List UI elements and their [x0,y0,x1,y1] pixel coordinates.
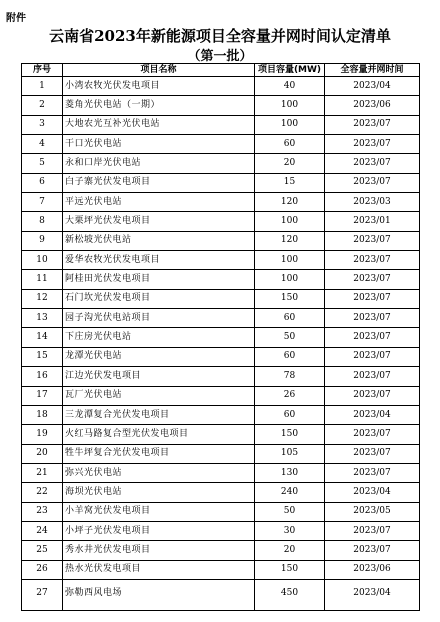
project-capacity: 100 [255,115,325,134]
project-name: 三龙潭复合光伏发电项目 [63,405,255,424]
project-name: 爱华农牧光伏发电项目 [63,251,255,270]
project-name: 江边光伏发电项目 [63,367,255,386]
project-name: 龙潭光伏电站 [63,347,255,366]
column-header-name: 项目名称 [63,64,255,77]
project-capacity: 26 [255,386,325,405]
table-row [22,367,420,386]
row-number: 4 [22,135,63,154]
project-name: 热水光伏发电项目 [63,560,255,579]
grid-connection-date: 2023/07 [325,367,420,386]
project-name: 大地农光互补光伏电站 [63,115,255,134]
project-capacity: 20 [255,154,325,173]
row-number: 19 [22,425,63,444]
grid-connection-date: 2023/04 [325,405,420,424]
row-number: 11 [22,270,63,289]
table-row [22,77,420,96]
table-row [22,463,420,482]
grid-connection-date: 2023/07 [325,309,420,328]
row-number: 2 [22,96,63,115]
row-number: 17 [22,386,63,405]
row-number: 13 [22,309,63,328]
project-capacity: 120 [255,231,325,250]
project-name: 牲牛坪复合光伏发电项目 [63,444,255,463]
row-number: 15 [22,347,63,366]
project-name: 阿桂田光伏发电项目 [63,270,255,289]
grid-connection-date: 2023/07 [325,289,420,308]
project-name: 瓦厂光伏电站 [63,386,255,405]
row-number: 18 [22,405,63,424]
table-row [22,309,420,328]
row-number: 9 [22,231,63,250]
project-capacity: 30 [255,521,325,540]
table-row [22,96,420,115]
row-number: 22 [22,483,63,502]
table-row [22,289,420,308]
project-capacity: 15 [255,173,325,192]
project-name: 大栗坪光伏发电项目 [63,212,255,231]
table-row [22,270,420,289]
row-number: 20 [22,444,63,463]
table-row [22,115,420,134]
project-name: 下庄房光伏电站 [63,328,255,347]
project-name: 海坝光伏电站 [63,483,255,502]
project-name: 园子沟光伏电站项目 [63,309,255,328]
project-name: 小坪子光伏发电项目 [63,521,255,540]
table-row [22,560,420,579]
project-name: 石门坎光伏发电项目 [63,289,255,308]
row-number: 23 [22,502,63,521]
project-capacity: 20 [255,541,325,560]
table-row [22,135,420,154]
grid-connection-date: 2023/07 [325,328,420,347]
row-number: 27 [22,579,63,610]
project-name: 小羊窝光伏发电项目 [63,502,255,521]
table-row [22,521,420,540]
project-capacity: 60 [255,309,325,328]
grid-connection-date: 2023/07 [325,173,420,192]
row-number: 12 [22,289,63,308]
row-number: 3 [22,115,63,134]
row-number: 8 [22,212,63,231]
table-header-row [22,64,420,77]
grid-connection-date: 2023/07 [325,154,420,173]
table-row [22,444,420,463]
grid-connection-date: 2023/06 [325,96,420,115]
document-subtitle: （第一批） [187,49,253,64]
project-table [21,63,420,611]
grid-connection-date: 2023/01 [325,212,420,231]
project-capacity: 130 [255,463,325,482]
grid-connection-date: 2023/04 [325,483,420,502]
table-row [22,173,420,192]
project-capacity: 150 [255,289,325,308]
row-number: 24 [22,521,63,540]
project-name: 菱角光伏电站（一期） [63,96,255,115]
project-name: 小湾农牧光伏发电项目 [63,77,255,96]
project-capacity: 120 [255,193,325,212]
grid-connection-date: 2023/07 [325,270,420,289]
table-body [22,77,420,611]
project-capacity: 100 [255,96,325,115]
table-row [22,541,420,560]
row-number: 14 [22,328,63,347]
row-number: 5 [22,154,63,173]
project-name: 干口光伏电站 [63,135,255,154]
table-row [22,502,420,521]
project-capacity: 150 [255,560,325,579]
grid-connection-date: 2023/04 [325,579,420,610]
grid-connection-date: 2023/04 [325,77,420,96]
row-number: 26 [22,560,63,579]
row-number: 25 [22,541,63,560]
grid-connection-date: 2023/07 [325,444,420,463]
row-number: 10 [22,251,63,270]
document-title: 云南省2023年新能源项目全容量并网时间认定清单 [49,27,391,45]
table-row [22,425,420,444]
project-capacity: 100 [255,212,325,231]
project-capacity: 450 [255,579,325,610]
project-capacity: 100 [255,251,325,270]
grid-connection-date: 2023/07 [325,347,420,366]
table-row [22,386,420,405]
project-capacity: 60 [255,405,325,424]
table-row [22,212,420,231]
project-name: 弥兴光伏电站 [63,463,255,482]
project-capacity: 50 [255,328,325,347]
project-name: 火红马路复合型光伏发电项目 [63,425,255,444]
grid-connection-date: 2023/07 [325,231,420,250]
table-row [22,483,420,502]
table-row [22,251,420,270]
grid-connection-date: 2023/07 [325,251,420,270]
project-name: 新松坡光伏电站 [63,231,255,250]
row-number: 16 [22,367,63,386]
table-row [22,328,420,347]
table-row [22,154,420,173]
grid-connection-date: 2023/07 [325,541,420,560]
attachment-label: 附件 [6,13,26,24]
grid-connection-date: 2023/05 [325,502,420,521]
project-capacity: 40 [255,77,325,96]
project-name: 永和口岸光伏电站 [63,154,255,173]
grid-connection-date: 2023/03 [325,193,420,212]
table-row [22,579,420,610]
grid-connection-date: 2023/07 [325,521,420,540]
project-capacity: 105 [255,444,325,463]
project-capacity: 150 [255,425,325,444]
table-row [22,347,420,366]
column-header-no: 序号 [22,64,63,77]
project-capacity: 78 [255,367,325,386]
grid-connection-date: 2023/07 [325,115,420,134]
project-capacity: 60 [255,135,325,154]
project-name: 平远光伏电站 [63,193,255,212]
project-capacity: 60 [255,347,325,366]
row-number: 1 [22,77,63,96]
table-row [22,231,420,250]
grid-connection-date: 2023/07 [325,463,420,482]
project-capacity: 100 [255,270,325,289]
grid-connection-date: 2023/07 [325,386,420,405]
project-name: 弥勒西风电场 [63,579,255,610]
row-number: 7 [22,193,63,212]
grid-connection-date: 2023/07 [325,135,420,154]
table-row [22,193,420,212]
grid-connection-date: 2023/06 [325,560,420,579]
column-header-date: 全容量并网时间 [325,64,420,77]
project-name: 白子寨光伏发电项目 [63,173,255,192]
grid-connection-date: 2023/07 [325,425,420,444]
table-row [22,405,420,424]
project-capacity: 240 [255,483,325,502]
row-number: 6 [22,173,63,192]
column-header-capacity: 项目容量(MW) [255,64,325,77]
project-capacity: 50 [255,502,325,521]
row-number: 21 [22,463,63,482]
project-name: 秀水井光伏发电项目 [63,541,255,560]
